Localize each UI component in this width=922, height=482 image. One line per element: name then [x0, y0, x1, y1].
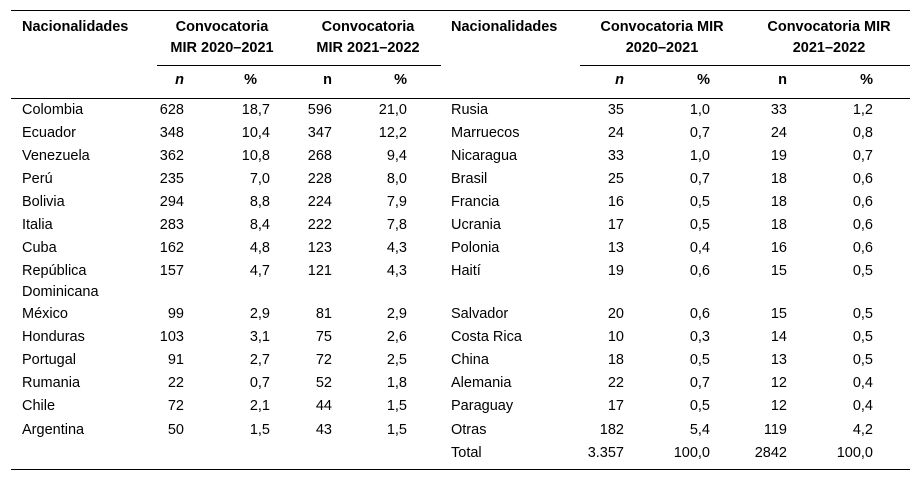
header-nationalities-right: Nacionalidades: [451, 19, 558, 35]
country-name: Italia: [22, 217, 53, 233]
n-2021-2022: 224: [307, 194, 332, 210]
pct-2021-2022: 0,7: [852, 148, 873, 164]
subheader-n-left-1: n: [175, 72, 184, 88]
n-2021-2022: 75: [315, 329, 332, 345]
pct-2021-2022: 0,8: [852, 125, 873, 141]
pct-2021-2022: 2,9: [386, 306, 407, 322]
group-rule-left-1: [157, 65, 300, 66]
country-name: Perú: [22, 171, 53, 187]
n-2021-2022: 72: [315, 352, 332, 368]
pct-2021-2022: 0,6: [852, 194, 873, 210]
n-2020-2021: 17: [607, 398, 624, 414]
pct-2020-2021: 10,4: [241, 125, 270, 141]
subheader-n-left-2: n: [323, 72, 332, 88]
pct-2021-2022: 0,5: [852, 263, 873, 279]
country-name: China: [451, 352, 489, 368]
pct-2020-2021: 2,7: [249, 352, 270, 368]
pct-2020-2021: 0,6: [689, 306, 710, 322]
n-2020-2021: 35: [607, 102, 624, 118]
n-2021-2022: 12: [770, 398, 787, 414]
n-2020-2021: 19: [607, 263, 624, 279]
pct-2021-2022: 100,0: [836, 445, 873, 461]
pct-2020-2021: 4,7: [249, 263, 270, 279]
n-2021-2022: 222: [307, 217, 332, 233]
n-2020-2021: 72: [167, 398, 184, 414]
pct-2021-2022: 0,6: [852, 171, 873, 187]
n-2020-2021: 3.357: [587, 445, 624, 461]
n-2020-2021: 628: [159, 102, 184, 118]
n-2020-2021: 91: [167, 352, 184, 368]
pct-2021-2022: 0,4: [852, 375, 873, 391]
country-name: México: [22, 306, 68, 322]
country-name: Ecuador: [22, 125, 77, 141]
n-2020-2021: 10: [607, 329, 624, 345]
country-name: Cuba: [22, 240, 57, 256]
header-left-group1-line1: Convocatoria: [175, 19, 269, 35]
pct-2020-2021: 2,9: [249, 306, 270, 322]
n-2020-2021: 99: [167, 306, 184, 322]
n-2021-2022: 43: [315, 422, 332, 438]
pct-2021-2022: 0,5: [852, 352, 873, 368]
pct-2020-2021: 0,5: [689, 217, 710, 233]
pct-2021-2022: 0,4: [852, 398, 873, 414]
country-name: Costa Rica: [451, 329, 522, 345]
n-2021-2022: 2842: [754, 445, 787, 461]
header-right-group2-line1: Convocatoria MIR: [767, 19, 891, 35]
pct-2021-2022: 1,8: [386, 375, 407, 391]
country-name: Haití: [451, 263, 481, 279]
pct-2021-2022: 12,2: [378, 125, 407, 141]
country-name: Honduras: [22, 329, 85, 345]
pct-2021-2022: 7,8: [386, 217, 407, 233]
country-name: Otras: [451, 422, 487, 438]
n-2020-2021: 294: [159, 194, 184, 210]
pct-2021-2022: 21,0: [378, 102, 407, 118]
pct-2020-2021: 0,5: [689, 398, 710, 414]
n-2021-2022: 268: [307, 148, 332, 164]
country-name: Nicaragua: [451, 148, 518, 164]
group-rule-right-1: [580, 65, 746, 66]
n-2020-2021: 50: [167, 422, 184, 438]
pct-2021-2022: 0,6: [852, 240, 873, 256]
pct-2020-2021: 18,7: [241, 102, 270, 118]
country-name: Total: [451, 445, 482, 461]
country-name: Polonia: [451, 240, 500, 256]
n-2021-2022: 347: [307, 125, 332, 141]
n-2020-2021: 283: [159, 217, 184, 233]
pct-2020-2021: 3,1: [249, 329, 270, 345]
country-name: Brasil: [451, 171, 488, 187]
n-2021-2022: 596: [307, 102, 332, 118]
n-2020-2021: 348: [159, 125, 184, 141]
n-2021-2022: 18: [770, 217, 787, 233]
n-2021-2022: 12: [770, 375, 787, 391]
n-2021-2022: 228: [307, 171, 332, 187]
header-left-group2-line1: Convocatoria: [321, 19, 415, 35]
pct-2021-2022: 8,0: [386, 171, 407, 187]
country-name: Paraguay: [451, 398, 514, 414]
country-name: Colombia: [22, 102, 84, 118]
country-name: República: [22, 263, 87, 279]
n-2020-2021: 17: [607, 217, 624, 233]
n-2020-2021: 235: [159, 171, 184, 187]
pct-2020-2021: 1,5: [249, 422, 270, 438]
country-name: Marruecos: [451, 125, 520, 141]
country-name: Rusia: [451, 102, 489, 118]
pct-2021-2022: 0,5: [852, 329, 873, 345]
pct-2020-2021: 8,4: [249, 217, 270, 233]
pct-2020-2021: 0,6: [689, 263, 710, 279]
country-name: Rumania: [22, 375, 81, 391]
n-2021-2022: 14: [770, 329, 787, 345]
pct-2021-2022: 4,3: [386, 263, 407, 279]
pct-2020-2021: 5,4: [689, 422, 710, 438]
pct-2020-2021: 1,0: [689, 102, 710, 118]
header-right-group2-line2: 2021–2022: [792, 40, 866, 56]
header-right-group1-line2: 2020–2021: [625, 40, 699, 56]
n-2021-2022: 121: [307, 263, 332, 279]
pct-2020-2021: 8,8: [249, 194, 270, 210]
country-name: Portugal: [22, 352, 77, 368]
n-2020-2021: 157: [159, 263, 184, 279]
subheader-pct-left-2: %: [394, 72, 407, 88]
country-name: Chile: [22, 398, 56, 414]
pct-2021-2022: 2,6: [386, 329, 407, 345]
pct-2021-2022: 4,3: [386, 240, 407, 256]
n-2021-2022: 24: [770, 125, 787, 141]
country-name: Argentina: [22, 422, 85, 438]
n-2020-2021: 25: [607, 171, 624, 187]
n-2020-2021: 103: [159, 329, 184, 345]
group-rule-right-2: [746, 65, 910, 66]
pct-2020-2021: 0,7: [689, 125, 710, 141]
pct-2021-2022: 0,6: [852, 217, 873, 233]
pct-2021-2022: 1,2: [852, 102, 873, 118]
country-name: Ucrania: [451, 217, 501, 233]
n-2021-2022: 81: [315, 306, 332, 322]
header-right-group1-line1: Convocatoria MIR: [600, 19, 724, 35]
n-2021-2022: 33: [770, 102, 787, 118]
pct-2020-2021: 0,3: [689, 329, 710, 345]
pct-2020-2021: 10,8: [241, 148, 270, 164]
pct-2021-2022: 1,5: [386, 398, 407, 414]
n-2020-2021: 22: [167, 375, 184, 391]
n-2020-2021: 16: [607, 194, 624, 210]
pct-2020-2021: 100,0: [673, 445, 710, 461]
country-name: Venezuela: [22, 148, 90, 164]
n-2020-2021: 20: [607, 306, 624, 322]
pct-2021-2022: 0,5: [852, 306, 873, 322]
pct-2020-2021: 1,0: [689, 148, 710, 164]
pct-2020-2021: 0,4: [689, 240, 710, 256]
n-2021-2022: 13: [770, 352, 787, 368]
group-rule-left-2: [300, 65, 441, 66]
n-2021-2022: 15: [770, 263, 787, 279]
n-2020-2021: 18: [607, 352, 624, 368]
n-2021-2022: 52: [315, 375, 332, 391]
n-2021-2022: 123: [307, 240, 332, 256]
header-left-group1-line2: MIR 2020–2021: [170, 40, 274, 56]
n-2021-2022: 16: [770, 240, 787, 256]
pct-2020-2021: 0,7: [689, 171, 710, 187]
pct-2020-2021: 0,5: [689, 194, 710, 210]
n-2021-2022: 18: [770, 194, 787, 210]
country-name: Salvador: [451, 306, 509, 322]
pct-2021-2022: 4,2: [852, 422, 873, 438]
n-2021-2022: 44: [315, 398, 332, 414]
n-2021-2022: 15: [770, 306, 787, 322]
n-2020-2021: 182: [599, 422, 624, 438]
pct-2021-2022: 1,5: [386, 422, 407, 438]
subheader-pct-left-1: %: [244, 72, 257, 88]
country-name: Francia: [451, 194, 500, 210]
header-bottom-rule: [11, 98, 910, 99]
n-2021-2022: 19: [770, 148, 787, 164]
pct-2020-2021: 2,1: [249, 398, 270, 414]
n-2020-2021: 22: [607, 375, 624, 391]
pct-2021-2022: 9,4: [386, 148, 407, 164]
subheader-pct-right-1: %: [697, 72, 710, 88]
n-2020-2021: 33: [607, 148, 624, 164]
subheader-n-right-2: n: [778, 72, 787, 88]
pct-2020-2021: 0,7: [249, 375, 270, 391]
pct-2020-2021: 0,7: [689, 375, 710, 391]
top-rule: [11, 10, 910, 11]
header-left-group2-line2: MIR 2021–2022: [316, 40, 420, 56]
country-name: Alemania: [451, 375, 512, 391]
country-name: Bolivia: [22, 194, 65, 210]
pct-2021-2022: 7,9: [386, 194, 407, 210]
pct-2021-2022: 2,5: [386, 352, 407, 368]
pct-2020-2021: 7,0: [249, 171, 270, 187]
header-nationalities-left: Nacionalidades: [22, 19, 129, 35]
subheader-n-right-1: n: [615, 72, 624, 88]
n-2020-2021: 24: [607, 125, 624, 141]
bottom-rule: [11, 469, 910, 470]
n-2021-2022: 119: [763, 422, 787, 438]
n-2020-2021: 362: [159, 148, 184, 164]
country-name-line2: Dominicana: [22, 284, 99, 300]
subheader-pct-right-2: %: [860, 72, 873, 88]
n-2021-2022: 18: [770, 171, 787, 187]
n-2020-2021: 162: [159, 240, 184, 256]
pct-2020-2021: 0,5: [689, 352, 710, 368]
n-2020-2021: 13: [607, 240, 624, 256]
pct-2020-2021: 4,8: [249, 240, 270, 256]
